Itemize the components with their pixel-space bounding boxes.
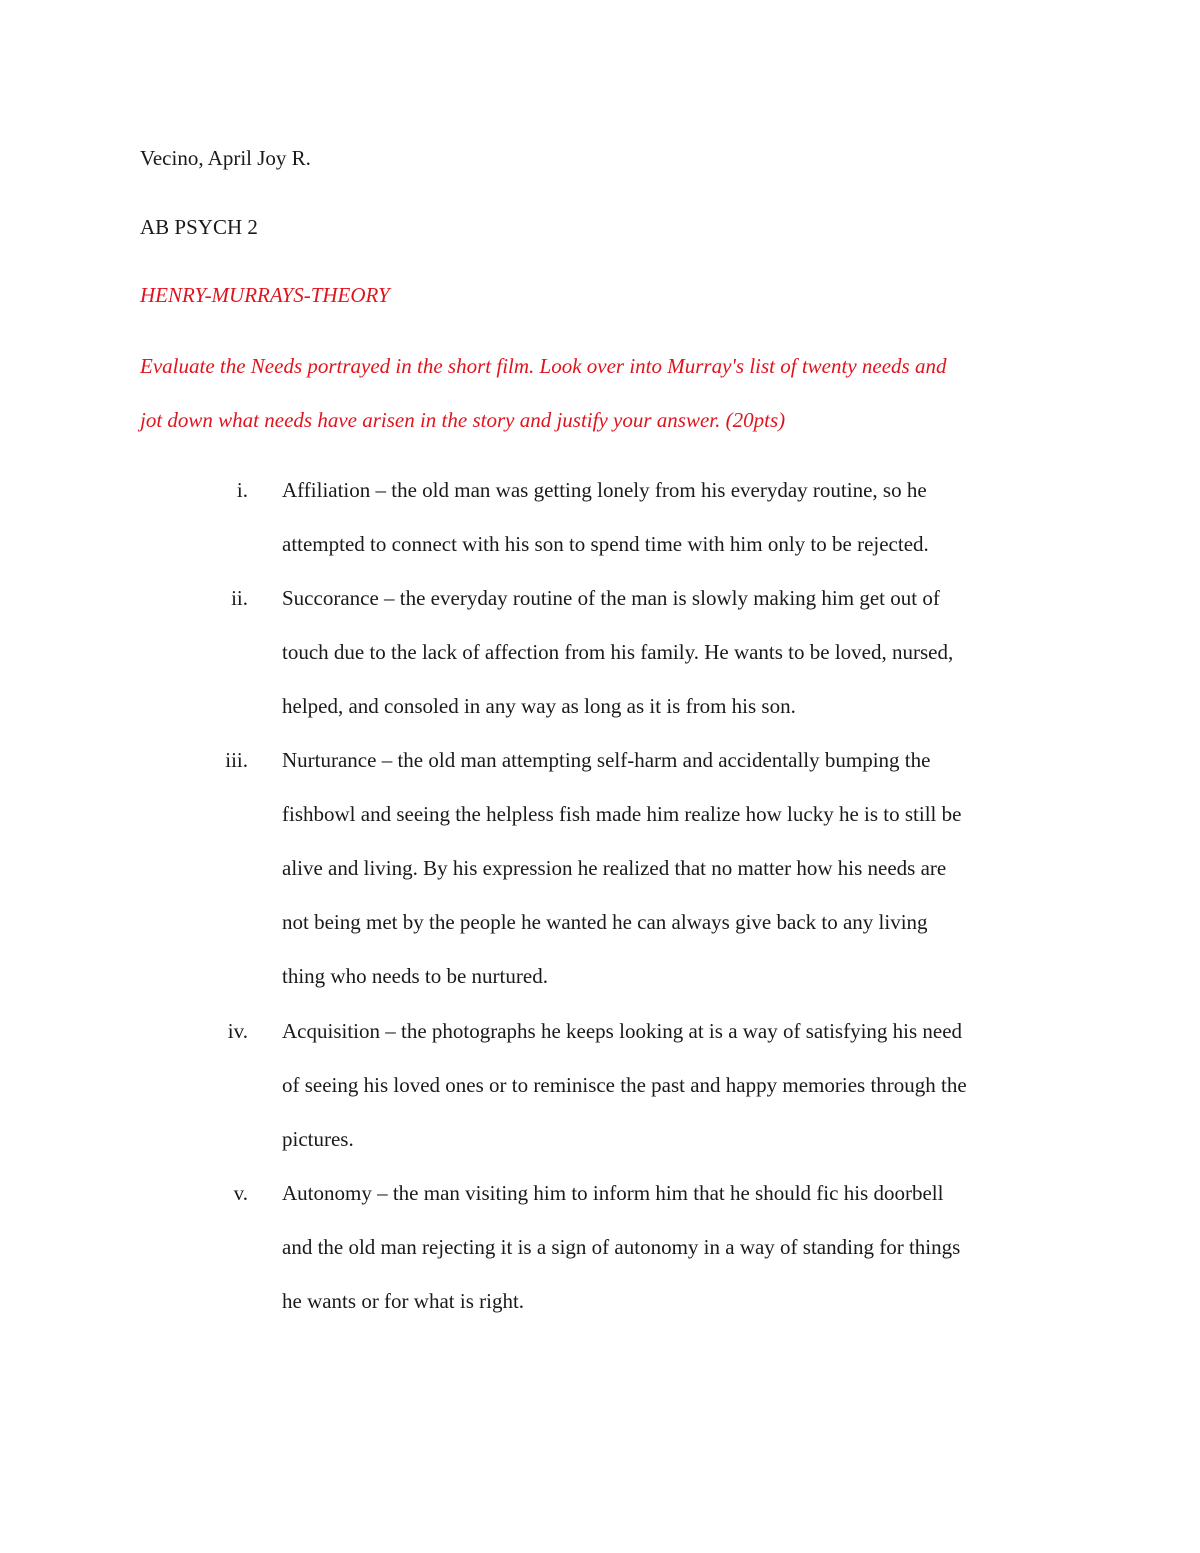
student-name: Vecino, April Joy R. (140, 146, 311, 170)
list-marker: iv. (227, 1019, 248, 1043)
list-marker: i. (236, 478, 248, 502)
list-item-line: fishbowl and seeing the helpless fish made him realize how lucky he is to still be (282, 802, 962, 826)
list-item-line: Affiliation – the old man was getting lonely from his everyday routine, so he (282, 478, 927, 502)
course-label: AB PSYCH 2 (140, 215, 258, 239)
list-item-line: not being met by the people he wanted he can always give back to any living (282, 910, 928, 934)
list-item-line: thing who needs to be nurtured. (282, 964, 548, 988)
list-item-line: and the old man rejecting it is a sign of autonomy in a way of standing for things (282, 1235, 961, 1259)
list-marker: v. (233, 1181, 248, 1205)
list-item-line: attempted to connect with his son to spend time with him only to be rejected. (282, 532, 929, 556)
list-item-line: helped, and consoled in any way as long as it is from his son. (282, 694, 796, 718)
list-marker: iii. (225, 748, 248, 772)
document-title: HENRY-MURRAYS-THEORY (140, 283, 390, 307)
list-item-line: Autonomy – the man visiting him to inform him that he should fic his doorbell (282, 1181, 944, 1205)
list-item-line: he wants or for what is right. (282, 1289, 525, 1313)
list-marker: ii. (231, 586, 248, 610)
list-item-line: pictures. (282, 1127, 354, 1151)
prompt-line-2: jot down what needs have arisen in the story and justify your answer. (20pts) (140, 408, 786, 432)
list-item-line: Nurturance – the old man attempting self-harm and accidentally bumping the (282, 748, 931, 772)
list-item-line: alive and living. By his expression he realized that no matter how his needs are (282, 856, 947, 880)
prompt-line-1: Evaluate the Needs portrayed in the short film. Look over into Murray's list of twenty needs and (140, 354, 947, 378)
list-item-line: of seeing his loved ones or to reminisce the past and happy memories through the (282, 1073, 967, 1097)
list-item-line: Acquisition – the photographs he keeps looking at is a way of satisfying his need (282, 1019, 963, 1043)
list-item-line: Succorance – the everyday routine of the man is slowly making him get out of (282, 586, 940, 610)
list-item-line: touch due to the lack of affection from his family. He wants to be loved, nursed, (282, 640, 954, 664)
